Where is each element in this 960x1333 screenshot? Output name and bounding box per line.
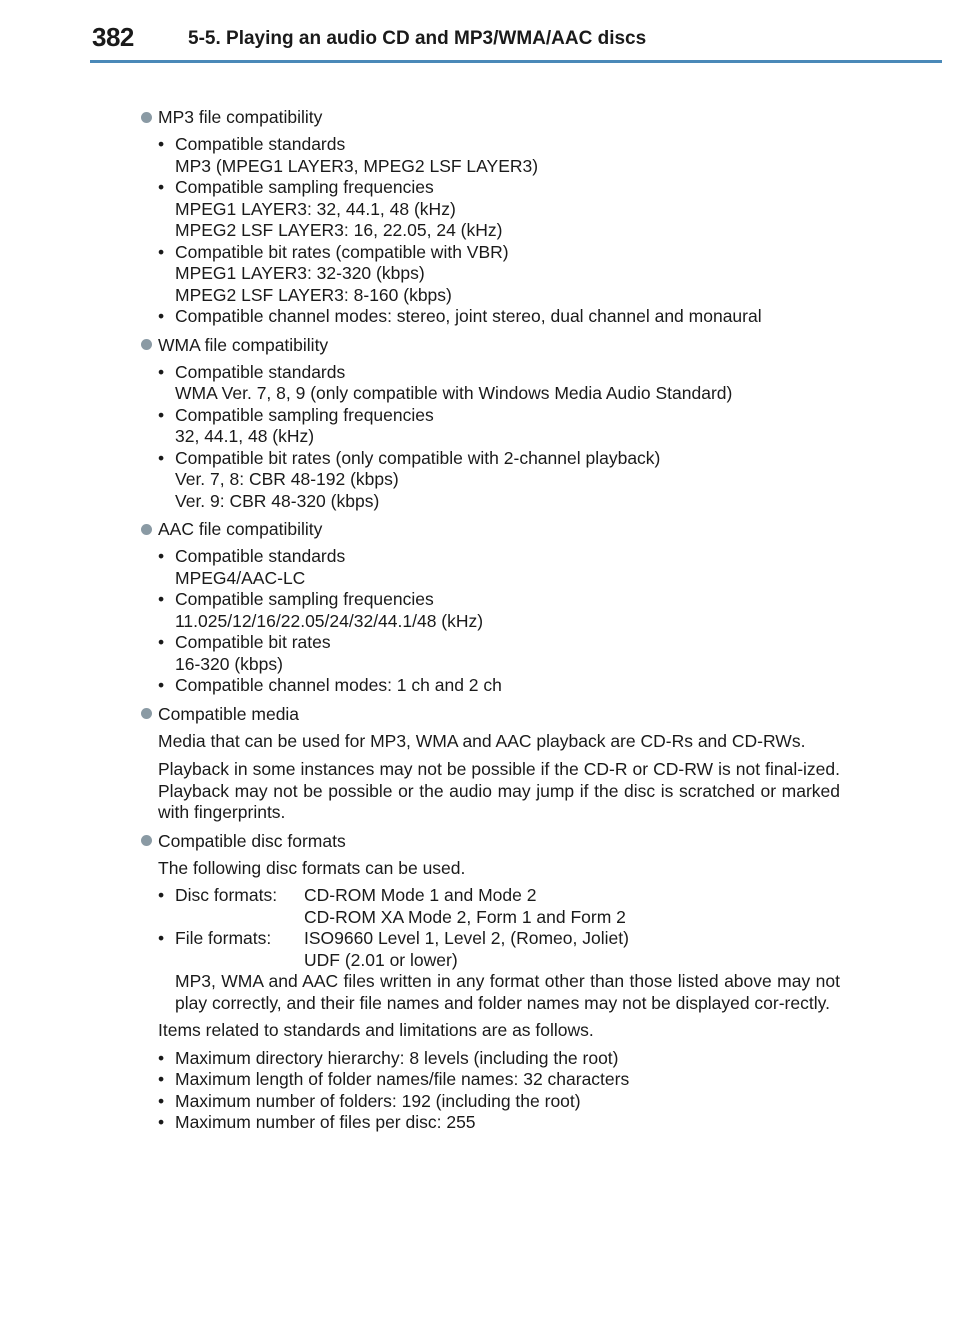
item-label: Maximum length of folder names/file names: 32 characters (175, 1069, 630, 1089)
section-dot-icon (141, 524, 152, 535)
bullet-icon: • (158, 1112, 165, 1132)
section-heading (140, 830, 840, 852)
item-label: Compatible bit rates (only compatible with 2-channel playback) (175, 447, 661, 468)
file-formats-label: File formats: (175, 928, 272, 948)
section-dot-icon (141, 112, 152, 123)
list-item (158, 242, 840, 307)
bullet-icon: • (158, 632, 165, 652)
page-content (140, 100, 840, 1134)
limits-list (158, 1048, 840, 1134)
item-label: Maximum number of files per disc: 255 (175, 1112, 476, 1132)
format-value: CD-ROM Mode 1 and Mode 2 (304, 885, 537, 905)
list-item (158, 928, 840, 971)
bullet-list (158, 362, 840, 513)
item-label: Compatible bit rates (175, 632, 331, 652)
item-label: Compatible sampling frequencies (175, 177, 434, 197)
section-dot-icon (141, 835, 152, 846)
list-item (158, 1112, 840, 1134)
page-number: 382 (92, 22, 134, 52)
section-heading (140, 703, 840, 725)
bullet-icon: • (158, 675, 165, 695)
section-title: WMA file compatibility (158, 334, 329, 355)
bullet-icon: • (158, 589, 165, 609)
item-label: Compatible channel modes: stereo, joint stereo, dual channel and monaural (175, 306, 762, 326)
list-item (158, 177, 840, 242)
header-rule (90, 60, 942, 63)
bullet-icon: • (158, 177, 165, 197)
item-label: Compatible sampling frequencies (175, 404, 434, 425)
format-note (158, 971, 840, 1014)
chapter-title: 5-5. Playing an audio CD and MP3/WMA/AAC discs (188, 28, 647, 49)
bullet-list (158, 134, 840, 328)
item-label: Compatible standards (175, 546, 346, 566)
list-item (158, 306, 840, 328)
item-label: Maximum directory hierarchy: 8 levels (including the root) (175, 1047, 619, 1068)
section-wma (140, 334, 840, 513)
paragraph: The following disc formats can be used. (158, 857, 466, 878)
bullet-icon: • (158, 928, 165, 948)
list-item (158, 1091, 840, 1113)
list-item (158, 405, 840, 448)
item-label: Compatible standards (175, 134, 346, 154)
section-heading (140, 518, 840, 540)
section-dot-icon (141, 339, 152, 350)
bullet-icon: • (158, 361, 165, 382)
list-item (158, 1048, 840, 1070)
list-item (158, 134, 840, 177)
section-title: MP3 file compatibility (158, 107, 323, 127)
bullet-list (158, 546, 840, 697)
item-label: Compatible channel modes: 1 ch and 2 ch (175, 675, 502, 695)
item-label: Maximum number of folders: 192 (including the root) (175, 1090, 581, 1111)
paragraph: Playback in some instances may not be possible if the CD-R or CD-RW is not final-ized. Playback may not be possible or the audio may jump if the disc is scratched or marked with fingerprints. (158, 759, 840, 822)
bullet-icon: • (158, 1069, 165, 1089)
item-line: MPEG1 LAYER3: 32, 44.1, 48 (kHz) (175, 198, 456, 219)
list-item (158, 589, 840, 632)
section-mp3 (140, 106, 840, 328)
list-item (158, 632, 840, 675)
item-line: MPEG2 LSF LAYER3: 8-160 (kbps) (175, 284, 452, 305)
item-line: MPEG2 LSF LAYER3: 16, 22.05, 24 (kHz) (175, 220, 503, 240)
list-item (158, 885, 840, 928)
item-line: 11.025/12/16/22.05/24/32/44.1/48 (kHz) (175, 610, 484, 631)
bullet-icon: • (158, 306, 165, 326)
section-media (140, 703, 840, 824)
item-line: Ver. 9: CBR 48-320 (kbps) (175, 490, 380, 511)
paragraph: Items related to standards and limitations are as follows. (158, 1020, 594, 1040)
bullet-icon: • (158, 1047, 165, 1068)
item-label: Compatible sampling frequencies (175, 589, 434, 609)
list-item (158, 546, 840, 589)
item-line: 16-320 (kbps) (175, 653, 283, 674)
section-dot-icon (141, 708, 152, 719)
section-title: Compatible disc formats (158, 830, 346, 851)
item-line: 32, 44.1, 48 (kHz) (175, 426, 315, 446)
item-label: Compatible bit rates (compatible with VBR) (175, 241, 509, 262)
disc-formats-label: Disc formats: (175, 885, 278, 905)
section-aac (140, 518, 840, 697)
item-line: MPEG1 LAYER3: 32-320 (kbps) (175, 263, 425, 283)
format-list (158, 885, 840, 1014)
bullet-icon: • (158, 1090, 165, 1111)
format-value: ISO9660 Level 1, Level 2, (Romeo, Joliet) (304, 928, 629, 948)
list-item (158, 675, 840, 697)
list-item (158, 362, 840, 405)
item-line: MP3 (MPEG1 LAYER3, MPEG2 LSF LAYER3) (175, 155, 539, 176)
item-line: WMA Ver. 7, 8, 9 (only compatible with Windows Media Audio Standard) (175, 383, 733, 403)
section-heading (140, 106, 840, 128)
list-item (158, 1069, 840, 1091)
item-line: MPEG4/AAC-LC (175, 567, 306, 588)
bullet-icon: • (158, 447, 165, 468)
paragraph: Media that can be used for MP3, WMA and AAC playback are CD-Rs and CD-RWs. (158, 730, 806, 751)
section-formats (140, 830, 840, 1134)
bullet-icon: • (158, 134, 165, 154)
bullet-icon: • (158, 885, 165, 905)
bullet-icon: • (158, 241, 165, 262)
format-value: CD-ROM XA Mode 2, Form 1 and Form 2 (304, 906, 626, 927)
bullet-icon: • (158, 404, 165, 425)
bullet-icon: • (158, 546, 165, 566)
item-label: Compatible standards (175, 361, 346, 382)
item-line: Ver. 7, 8: CBR 48-192 (kbps) (175, 469, 399, 489)
section-title: AAC file compatibility (158, 519, 323, 539)
section-heading (140, 334, 840, 356)
section-title: Compatible media (158, 703, 300, 724)
list-item (158, 448, 840, 513)
format-value: UDF (2.01 or lower) (304, 949, 458, 970)
note-text: MP3, WMA and AAC files written in any format other than those listed above may not play correctly, and their file names and folder names may not be displayed cor-rectly. (175, 971, 840, 1013)
